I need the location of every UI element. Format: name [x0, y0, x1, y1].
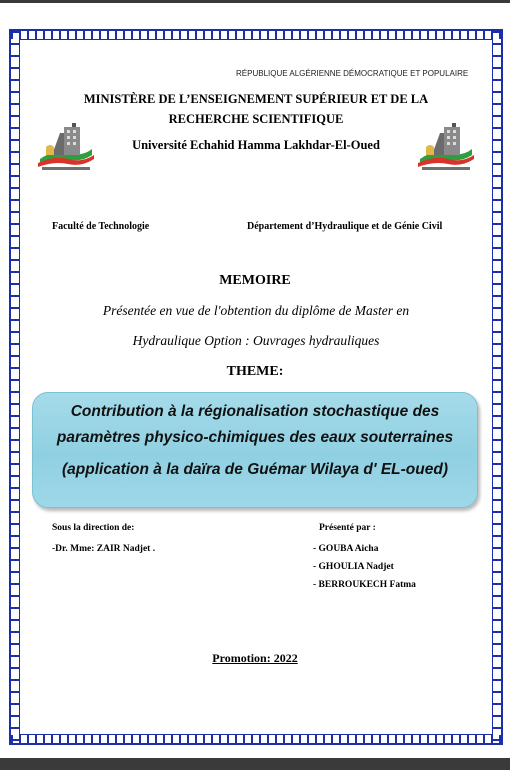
border-pattern-top: [11, 31, 501, 39]
bottom-bar: [0, 758, 510, 770]
university-logo-icon: [414, 119, 478, 177]
ministere-heading-line1: MINISTÈRE DE L’ENSEIGNEMENT SUPÉRIEUR ET DE LA: [83, 92, 429, 106]
promotion-label: Promotion: 2022: [212, 651, 298, 665]
theme-title-line3: (application à la daïra de Guémar Wilaya d' EL-oued): [62, 461, 448, 478]
faculte-label: Faculté de Technologie: [52, 221, 150, 232]
border-pattern-right: [493, 31, 501, 743]
student-name: - GHOULIA Nadjet: [313, 562, 394, 572]
theme-heading: THEME:: [226, 364, 284, 379]
republique-heading: RÉPUBLIQUE ALGÉRIENNE DÉMOCRATIQUE ET POPULAIRE: [236, 69, 469, 78]
presentee-line2: Hydraulique Option : Ouvrages hydrauliques: [132, 333, 380, 348]
border-pattern-left: [11, 31, 19, 743]
theme-title-line2: paramètres physico-chimiques des eaux souterraines: [56, 429, 454, 446]
student-name: - GOUBA Aicha: [313, 544, 379, 554]
student-name: - BERROUKECH Fatma: [313, 580, 416, 590]
universite-name: Université Echahid Hamma Lakhdar-El-Oued: [132, 138, 380, 152]
university-logo-left: [34, 119, 98, 177]
document-page: [0, 3, 510, 758]
departement-label: Département d’Hydraulique et de Génie Civil: [247, 221, 443, 232]
presented-by-label: Présenté par :: [319, 523, 376, 533]
university-logo-right: [414, 119, 478, 177]
direction-label: Sous la direction de:: [52, 523, 135, 533]
theme-title-line1: Contribution à la régionalisation stochastique des: [70, 403, 440, 420]
memoire-heading: MEMOIRE: [219, 273, 291, 288]
presentee-line1: Présentée en vue de l'obtention du diplôme de Master en: [102, 303, 410, 318]
border-pattern-bottom: [11, 735, 501, 743]
ministere-heading-line2: RECHERCHE SCIENTIFIQUE: [168, 112, 344, 126]
university-logo-icon: [34, 119, 98, 177]
director-name: -Dr. Mme: ZAIR Nadjet .: [52, 544, 156, 554]
